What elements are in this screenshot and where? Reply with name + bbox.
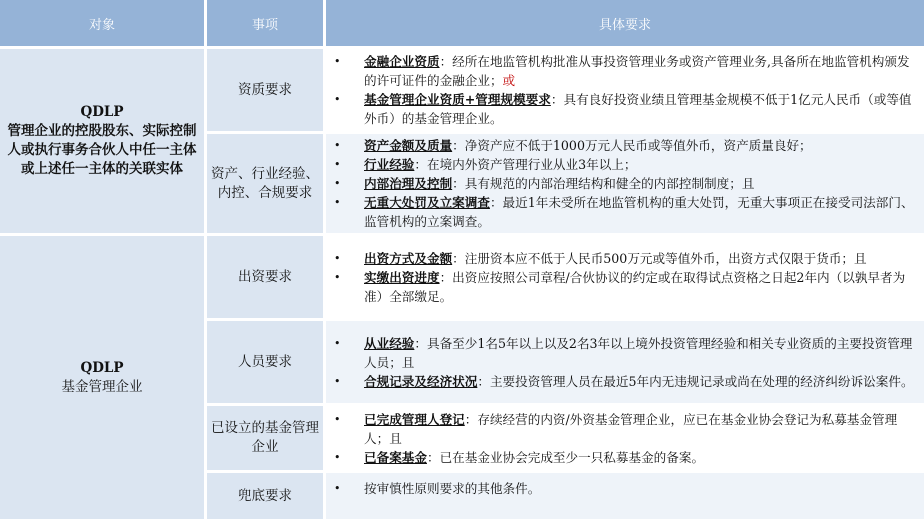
g2-item-1: 出资要求 [207, 236, 326, 321]
bullet-dot-icon: • [334, 412, 341, 426]
bullet-dot-icon: • [334, 482, 341, 495]
group1-title: QDLP [80, 104, 124, 120]
bullet: • 出资方式及金额：注册资本应不低于人民币500万元或等值外币，出资方式仅限于货币；且 [334, 250, 867, 266]
bullet: • 实缴出资进度：出资应按照公司章程/合伙协议的约定或在取得试点资格之日起2年内（以孰早者为准）全部缴足。 [334, 269, 906, 304]
g1-detail-1 [326, 49, 924, 134]
bullet: • 内部治理及控制：具有规范的内部治理结构和健全的内部控制制度；且 [334, 176, 755, 191]
bullet-dot-icon: • [334, 336, 341, 350]
bullet: • 从业经验：具备至少1名5年以上以及2名3年以上境外投资管理经验和相关专业资质的主要投资管理人员；且 [334, 335, 913, 370]
bullet: • 金融企业资质：经所在地监管机构批准从事投资管理业务或资产管理业务,具备所在地监管机构颁发的许可证件的金融企业；或 [334, 54, 910, 88]
bullet-dot-icon: • [334, 450, 341, 464]
g2-detail-2 [326, 321, 924, 406]
bullet-dot-icon: • [334, 196, 341, 209]
bullet: • 已备案基金：已在基金业协会完成至少一只私募基金的备案。 [334, 449, 705, 465]
bullet: • 资产金额及质量：净资产应不低于1000万元人民币或等值外币，资产质量良好； [334, 138, 812, 153]
group2-subtitle: 基金管理企业 [61, 378, 143, 395]
bullet-dot-icon: • [334, 251, 341, 265]
bullet-dot-icon: • [334, 139, 341, 152]
g2-item-2: 人员要求 [207, 321, 326, 406]
g2-detail-3 [326, 406, 924, 473]
group2-title: QDLP [80, 359, 124, 376]
g1-item-2: 资产、行业经验、内控、合规要求 [207, 134, 326, 236]
bullet: • 合规记录及经济状况：主要投资管理人员在最近5年内无违规记录或尚在处理的经济纠纷诉讼案件。 [334, 373, 914, 389]
group2-object [0, 236, 207, 522]
group1-object [0, 49, 207, 236]
g2-item-4: 兜底要求 [207, 473, 326, 522]
bullet-dot-icon: • [334, 374, 341, 388]
bullet: • 已完成管理人登记：存续经营的内资/外资基金管理企业，应已在基金业协会登记为私募基金管理人；且 [334, 411, 898, 446]
bullet-dot-icon: • [334, 55, 341, 68]
g2-detail-4 [326, 473, 924, 522]
header-item: 事项 [207, 0, 326, 49]
bullet-dot-icon: • [334, 270, 341, 284]
g1-detail-2 [326, 134, 924, 236]
header-object: 对象 [0, 0, 207, 49]
g1-row-1 [0, 49, 924, 134]
bullet: • 行业经验：在境内外资产管理行业从业3年以上； [334, 157, 637, 172]
g2-detail-1 [326, 236, 924, 321]
bullet: • 按审慎性原则要求的其他条件。 [334, 481, 541, 496]
g1-item-1: 资质要求 [207, 49, 326, 134]
bullet-dot-icon: • [334, 158, 341, 171]
bullet-dot-icon: • [334, 177, 341, 190]
bullet-dot-icon: • [334, 93, 341, 106]
header-details: 具体要求 [326, 0, 924, 49]
header-row [0, 0, 924, 49]
bullet: • 基金管理企业资质+管理规模要求：具有良好投资业绩且管理基金规模不低于1亿元人民币（或等值外币）的基金管理企业。 [334, 92, 912, 126]
bullet: • 无重大处罚及立案调查：最近1年未受所在地监管机构的重大处罚，无重大事项正在接受司法部门、监管机构的立案调查。 [334, 195, 914, 229]
group1-subtitle: 管理企业的控股股东、实际控制人或执行事务合伙人中任一主体或上述任一主体的关联实体 [7, 123, 197, 177]
g2-item-3: 已设立的基金管理企业 [207, 406, 326, 473]
g2-row-1 [0, 236, 924, 321]
